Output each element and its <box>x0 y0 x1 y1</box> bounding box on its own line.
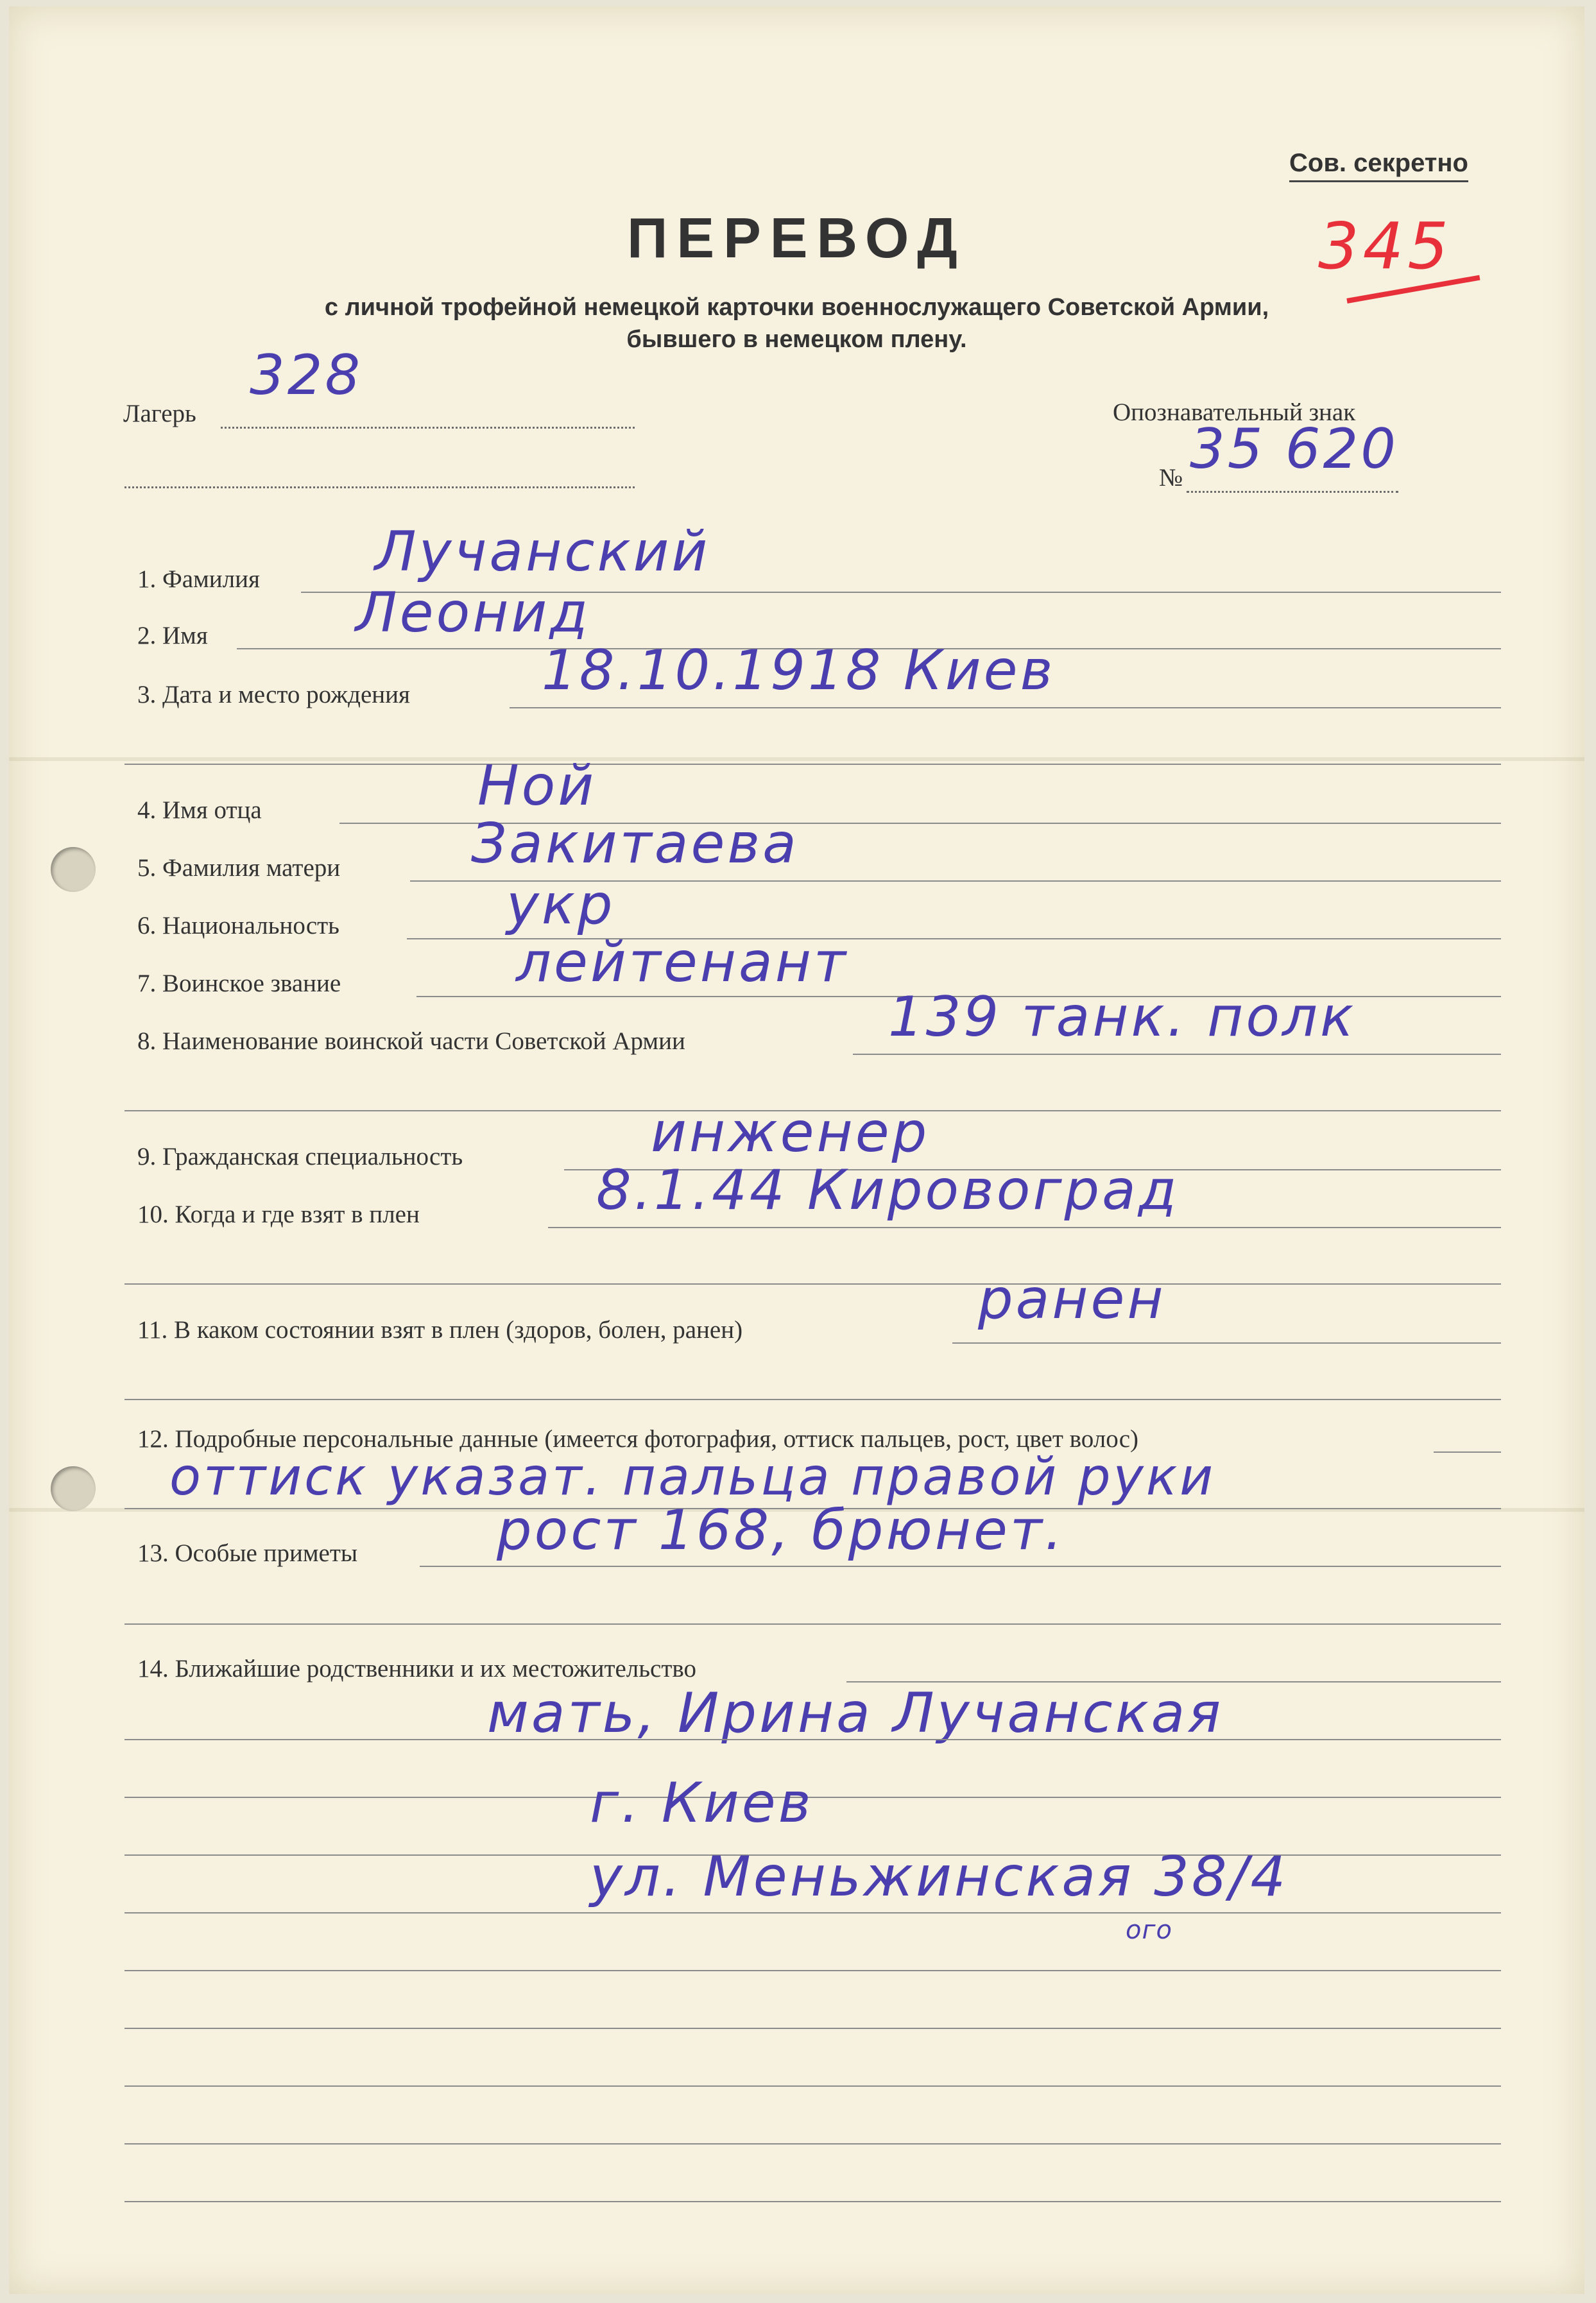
camp-label: Лагерь <box>123 400 196 427</box>
field-value-12: оттиск указат. пальца правой руки <box>169 1447 1216 1507</box>
relatives-correction: ого <box>1126 1915 1172 1945</box>
relatives-rule-6 <box>124 2028 1501 2029</box>
relatives-rule-5 <box>124 1970 1501 1971</box>
id-tag-line <box>1187 491 1398 493</box>
field-label-2: 2. Имя <box>137 622 208 649</box>
field-value-11: ранен <box>978 1267 1166 1331</box>
field-line-3 <box>510 707 1501 708</box>
field-label-4: 4. Имя отца <box>137 796 262 824</box>
field-line-13b <box>124 1623 1501 1625</box>
document-subtitle: с личной трофейной немецкой карточки военнослужащего Советской Армии, <box>324 294 1269 321</box>
relatives-line-3: ул. Меньжинская 38/4 <box>590 1845 1289 1909</box>
field-line-8 <box>853 1054 1501 1055</box>
field-line-10b <box>124 1283 1501 1285</box>
field-label-6: 6. Национальность <box>137 912 339 939</box>
id-tag-value: 35 620 <box>1190 417 1398 481</box>
field-value-3: 18.10.1918 Киев <box>542 638 1056 703</box>
camp-line <box>221 427 635 429</box>
field-label-1: 1. Фамилия <box>137 565 260 593</box>
field-line-11 <box>952 1342 1501 1344</box>
relatives-rule-1 <box>124 1739 1501 1740</box>
field-value-6: укр <box>506 873 615 937</box>
id-number-sign: № <box>1159 464 1183 492</box>
relatives-rule-8 <box>124 2143 1501 2145</box>
classification-stamp: Сов. секретно <box>1289 149 1468 182</box>
relatives-rule-7 <box>124 2085 1501 2087</box>
relatives-line-1: мать, Ирина Лучанская <box>487 1681 1224 1745</box>
field-label-14: 14. Ближайшие родственники и их местожительство <box>137 1655 697 1682</box>
field-line-12 <box>1434 1451 1501 1453</box>
relatives-rule-9 <box>124 2201 1501 2202</box>
field-label-10: 10. Когда и где взят в плен <box>137 1201 420 1228</box>
document-subtitle-2: бывшего в немецком плену. <box>626 326 967 353</box>
field-value-10: 8.1.44 Кировоград <box>596 1158 1180 1222</box>
punch-hole <box>51 1466 96 1511</box>
punch-hole <box>51 847 96 892</box>
field-line-13 <box>420 1566 1501 1567</box>
registry-number: 345 <box>1318 209 1452 284</box>
field-value-7: лейтенант <box>516 930 849 995</box>
field-label-7: 7. Воинское звание <box>137 970 341 997</box>
field-label-11: 11. В каком состоянии взят в плен (здоров, болен, ранен) <box>137 1316 743 1344</box>
field-value-1: Лучанский <box>375 520 710 584</box>
field-line-10 <box>548 1227 1501 1228</box>
field-value-2: Леонид <box>356 581 590 645</box>
id-tag-label: Опознавательный знак <box>1113 398 1356 426</box>
camp-value: 328 <box>250 343 363 407</box>
field-label-8: 8. Наименование воинской части Советской Армии <box>137 1027 685 1055</box>
field-value-8: 139 танк. полк <box>888 985 1356 1049</box>
field-value-5: Закитаева <box>471 812 799 876</box>
field-label-5: 5. Фамилия матери <box>137 854 341 882</box>
field-value-9: инженер <box>651 1100 930 1165</box>
field-label-12: 12. Подробные персональные данные (имеется фотография, оттиск пальцев, рост, цвет волос) <box>137 1425 1138 1453</box>
relatives-rule-4 <box>124 1912 1501 1913</box>
field-label-3: 3. Дата и место рождения <box>137 681 410 708</box>
document-sheet <box>9 6 1584 2294</box>
field-label-13: 13. Особые приметы <box>137 1539 358 1567</box>
field-line-3b <box>124 764 1501 765</box>
camp-line-2 <box>124 486 635 488</box>
field-line-11b <box>124 1399 1501 1400</box>
field-label-9: 9. Гражданская специальность <box>137 1143 463 1170</box>
document-title: ПЕРЕВОД <box>627 206 966 270</box>
paper-fold <box>9 757 1584 761</box>
field-value-13: рост 168, брюнет. <box>497 1498 1065 1562</box>
relatives-line-2: г. Киев <box>590 1771 814 1835</box>
field-value-4: Ной <box>477 754 597 818</box>
